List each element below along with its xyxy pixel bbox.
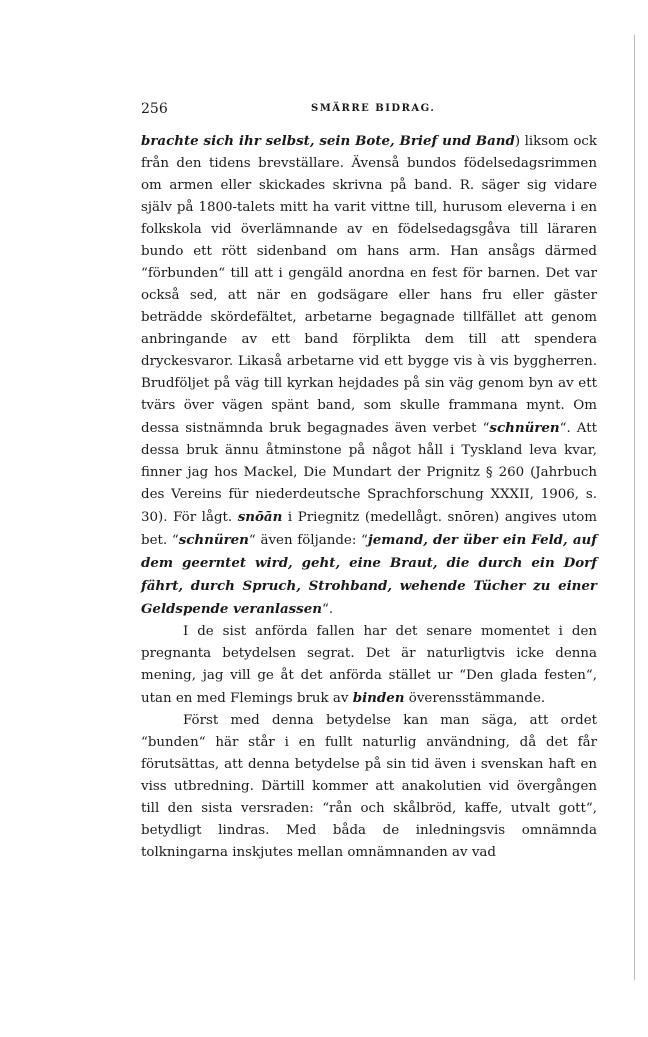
text-run: överensstämmande. xyxy=(404,691,546,706)
text-run: “. Att dessa bruk ännu åtminstone på något håll i Tyskland leva kvar, finner jag hos Mackel, Die Mundart der Prignitz § 260 (Jahrbuch des Vereins für niederdeutsche Sprachforschung XXXII, 1906, s. 30). För lågt. xyxy=(141,421,597,525)
emphasized-text: binden xyxy=(352,690,405,706)
paragraph xyxy=(141,130,597,621)
emphasized-text: schnüren xyxy=(489,420,560,436)
page-number: 256 xyxy=(141,101,168,117)
running-head: SMÄRRE BIDRAG. xyxy=(311,103,436,114)
text-run: Först med denna betydelse kan man säga, att ordet “bunden“ här står i en fullt naturlig användning, då det får förutsättas, att denna betydelse på sin tid även i svenskan haft en viss utbredning. Därtill kommer att anakolutien vid övergången till den sista versraden: “rån och skålbröd, kaffe, utvalt gott“, betydligt lindras. Med båda de inledningsvis omnämnda tolkningarna inskjutes mellan omnämnanden av vad xyxy=(141,713,597,860)
emphasized-text: snōān xyxy=(237,509,283,525)
text-run: i Priegnitz (medellågt. snōren) angives utom bet. “ xyxy=(141,510,597,548)
page-header xyxy=(141,101,597,121)
text-run: “. xyxy=(321,602,334,617)
paragraph xyxy=(141,621,597,710)
text-run: I de sist anförda fallen har det senare momentet i den pregnanta betydelsen segrat. Det är naturligtvis icke denna mening, jag vill ge åt det anförda stället ur “Den glada festen“, utan en med Flemings bruk av xyxy=(141,624,597,706)
emphasized-text: schnüren xyxy=(178,532,249,548)
emphasized-text: brachte sich ihr selbst, sein Bote, Brief und Band xyxy=(141,133,515,149)
emphasized-text: jemand, der über ein Feld, auf dem geerntet wird, geht, eine Braut, die durch ein Dorf fährt, durch Spruch, Strohband, wehende Tücher zu einer Geldspende veranlassen xyxy=(141,532,597,617)
text-run: “ även följande: “ xyxy=(248,533,368,548)
body-text xyxy=(141,130,597,864)
paragraph xyxy=(141,710,597,864)
text-run: ) liksom ock från den tidens brevställare. Ävenså bundos födelsedagsrimmen om armen eller skickades skrivna på band. R. säger sig vidare själv på 1800-talets mitt ha varit vittne till, hurusom eleverna i en folkskola vid överlämnande av en födelsedagsgåva till läraren bundo ett rött sidenband om hans arm. Han ansågs därmed “förbunden“ till att i gengäld anordna en fest för barnen. Det var också sed, att när en godsägare eller hans fru eller gäster beträdde skördefältet, arbetarne begagnade tillfället att genom anbringande av ett band förplikta dem till att spendera dryckesvaror. Likaså arbetarne vid ett bygge vis à vis byggherren. Brudföljet på väg till kyrkan hejdades på sin väg genom byn av ett tvärs över vägen spänt band, som skulle frammana mynt. Om dessa sistnämnda bruk begagnades även verbet “ xyxy=(141,134,597,436)
scan-edge-line xyxy=(634,35,635,980)
